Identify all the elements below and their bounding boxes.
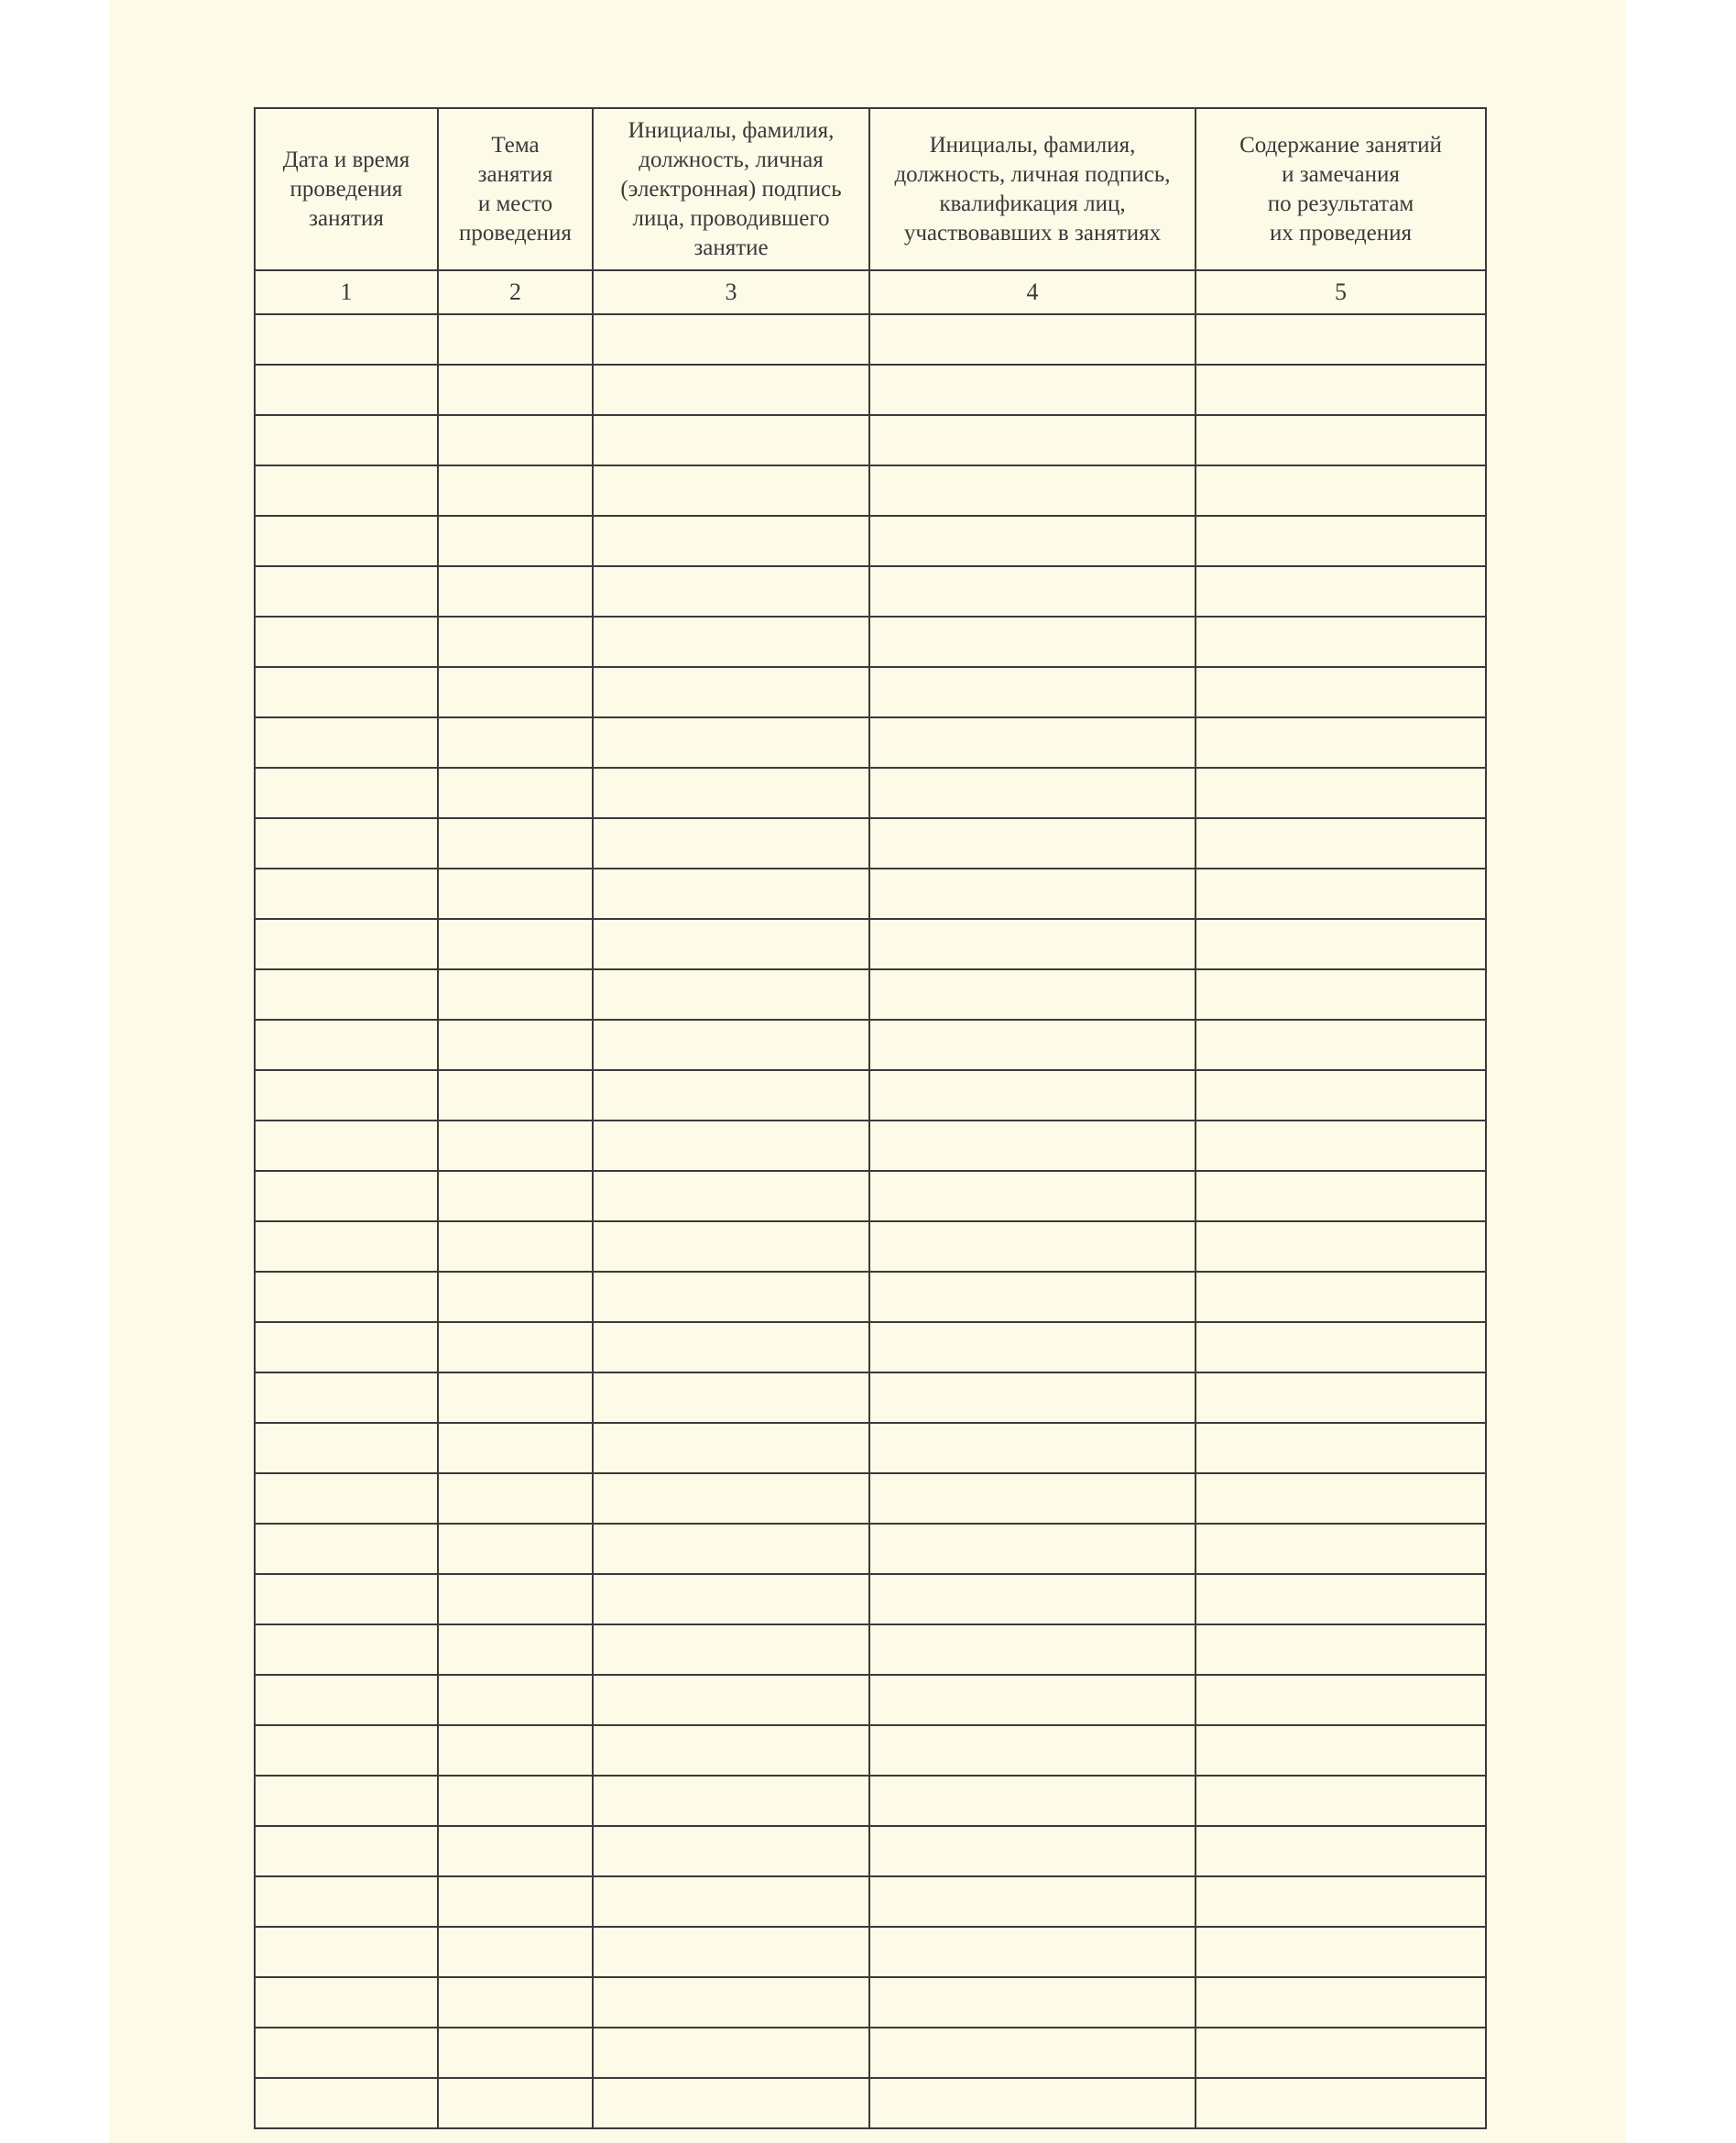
table-cell: [255, 869, 438, 919]
table-row: [255, 1927, 1486, 1977]
table-cell: [1196, 617, 1486, 667]
table-cell: [869, 818, 1196, 869]
table-row: [255, 1070, 1486, 1121]
table-cell: [869, 1624, 1196, 1675]
table-cell: [438, 717, 593, 768]
table-cell: [1196, 768, 1486, 818]
table-row: [255, 667, 1486, 717]
table-row: [255, 1372, 1486, 1423]
table-cell: [1196, 1876, 1486, 1927]
table-cell: [1196, 818, 1486, 869]
table-cell: [593, 1725, 869, 1776]
table-cell: [255, 1221, 438, 1272]
table-cell: [869, 566, 1196, 617]
column-number-row: [255, 270, 1486, 314]
table-cell: [869, 365, 1196, 415]
table-cell: [255, 1473, 438, 1524]
column-number: 4: [869, 270, 1196, 314]
table-cell: [255, 1272, 438, 1322]
table-row: [255, 1121, 1486, 1171]
table-cell: [593, 1020, 869, 1070]
table-cell: [438, 2078, 593, 2128]
table-cell: [255, 1322, 438, 1372]
table-cell: [1196, 1423, 1486, 1473]
table-cell: [255, 969, 438, 1020]
table-cell: [1196, 314, 1486, 365]
table-cell: [255, 1977, 438, 2028]
table-cell: [869, 2028, 1196, 2078]
table-cell: [438, 1473, 593, 1524]
table-cell: [1196, 1776, 1486, 1826]
table-cell: [255, 1372, 438, 1423]
table-row: [255, 768, 1486, 818]
table-cell: [593, 818, 869, 869]
table-cell: [869, 1675, 1196, 1725]
table-cell: [593, 768, 869, 818]
table-cell: [438, 1524, 593, 1574]
table-cell: [438, 566, 593, 617]
table-cell: [438, 768, 593, 818]
table-cell: [869, 768, 1196, 818]
table-cell: [869, 1725, 1196, 1776]
column-number: 2: [438, 270, 593, 314]
table-cell: [869, 667, 1196, 717]
table-cell: [593, 1070, 869, 1121]
table-cell: [255, 1624, 438, 1675]
table-row: [255, 919, 1486, 969]
table-row: [255, 1322, 1486, 1372]
table-cell: [869, 1473, 1196, 1524]
table-cell: [1196, 667, 1486, 717]
table-cell: [255, 1725, 438, 1776]
table-row: [255, 1725, 1486, 1776]
table-row: [255, 314, 1486, 365]
table-cell: [255, 465, 438, 516]
table-row: [255, 969, 1486, 1020]
table-cell: [593, 465, 869, 516]
table-row: [255, 1675, 1486, 1725]
table-cell: [255, 1121, 438, 1171]
table-cell: [1196, 1624, 1486, 1675]
table-cell: [869, 1977, 1196, 2028]
table-cell: [255, 667, 438, 717]
table-cell: [593, 617, 869, 667]
table-cell: [438, 1826, 593, 1876]
table-row: [255, 617, 1486, 667]
table-cell: [1196, 2028, 1486, 2078]
table-cell: [1196, 1675, 1486, 1725]
table-body: [255, 314, 1486, 2128]
table-cell: [1196, 717, 1486, 768]
table-cell: [438, 1020, 593, 1070]
table-row: [255, 1876, 1486, 1927]
table-cell: [869, 1826, 1196, 1876]
table-cell: [1196, 566, 1486, 617]
table-cell: [1196, 1927, 1486, 1977]
table-cell: [593, 969, 869, 1020]
table-row: [255, 2078, 1486, 2128]
table-cell: [1196, 2078, 1486, 2128]
table-cell: [438, 1070, 593, 1121]
table-cell: [438, 869, 593, 919]
table-cell: [255, 1171, 438, 1221]
table-cell: [438, 415, 593, 465]
table-cell: [438, 516, 593, 566]
table-cell: [438, 1221, 593, 1272]
table-cell: [869, 465, 1196, 516]
table-cell: [869, 919, 1196, 969]
table-cell: [1196, 1372, 1486, 1423]
table-cell: [438, 1876, 593, 1927]
table-cell: [869, 1524, 1196, 1574]
table-cell: [1196, 1826, 1486, 1876]
header-instructor: Инициалы, фамилия, должность, личная (электронная) подпись лица, проводившего занятие: [593, 108, 869, 270]
table-row: [255, 1171, 1486, 1221]
table-cell: [1196, 365, 1486, 415]
table-row: [255, 717, 1486, 768]
table-cell: [438, 1574, 593, 1624]
table-row: [255, 1473, 1486, 1524]
table-cell: [255, 1423, 438, 1473]
header-topic-place: Тема занятия и место проведения: [438, 108, 593, 270]
table-cell: [438, 1121, 593, 1171]
table-cell: [1196, 1473, 1486, 1524]
table-cell: [593, 1171, 869, 1221]
table-row: [255, 1776, 1486, 1826]
table-row: [255, 365, 1486, 415]
table-cell: [1196, 415, 1486, 465]
table-cell: [255, 768, 438, 818]
table-cell: [438, 365, 593, 415]
table-cell: [1196, 1574, 1486, 1624]
table-cell: [869, 516, 1196, 566]
table-cell: [869, 2078, 1196, 2128]
table-cell: [1196, 1171, 1486, 1221]
table-cell: [593, 516, 869, 566]
table-cell: [255, 2028, 438, 2078]
table-cell: [593, 1927, 869, 1977]
table-cell: [1196, 516, 1486, 566]
table-cell: [593, 566, 869, 617]
header-content-remarks: Содержание занятий и замечания по результатам их проведения: [1196, 108, 1486, 270]
table-cell: [438, 969, 593, 1020]
table-row: [255, 1272, 1486, 1322]
table-cell: [438, 1272, 593, 1322]
table-cell: [1196, 1524, 1486, 1574]
table-cell: [869, 1221, 1196, 1272]
table-row: [255, 465, 1486, 516]
table-cell: [869, 1070, 1196, 1121]
table-cell: [255, 1574, 438, 1624]
table-row: [255, 1624, 1486, 1675]
table-cell: [255, 717, 438, 768]
table-cell: [255, 1776, 438, 1826]
table-cell: [869, 869, 1196, 919]
table-cell: [255, 566, 438, 617]
table-cell: [593, 415, 869, 465]
table-cell: [593, 1272, 869, 1322]
table-cell: [593, 1675, 869, 1725]
table-cell: [255, 1826, 438, 1876]
table-row: [255, 1524, 1486, 1574]
table-cell: [438, 1927, 593, 1977]
table-cell: [593, 314, 869, 365]
table-cell: [438, 1372, 593, 1423]
table-cell: [438, 1322, 593, 1372]
table-cell: [593, 717, 869, 768]
table-cell: [593, 667, 869, 717]
table-cell: [1196, 869, 1486, 919]
column-number: 3: [593, 270, 869, 314]
table-cell: [593, 1372, 869, 1423]
table-cell: [255, 365, 438, 415]
table-cell: [438, 1624, 593, 1675]
table-row: [255, 1826, 1486, 1876]
table-cell: [1196, 1725, 1486, 1776]
table-cell: [869, 969, 1196, 1020]
table-cell: [255, 1524, 438, 1574]
table-cell: [255, 1876, 438, 1927]
table-cell: [438, 1171, 593, 1221]
table-cell: [438, 818, 593, 869]
table-cell: [869, 617, 1196, 667]
table-cell: [438, 1977, 593, 2028]
table-cell: [869, 1423, 1196, 1473]
table-cell: [869, 1776, 1196, 1826]
table-cell: [593, 1826, 869, 1876]
table-cell: [1196, 969, 1486, 1020]
table-cell: [1196, 919, 1486, 969]
table-cell: [255, 1927, 438, 1977]
table-cell: [255, 516, 438, 566]
table-cell: [255, 1070, 438, 1121]
table-row: [255, 869, 1486, 919]
table-cell: [593, 365, 869, 415]
table-cell: [593, 1473, 869, 1524]
table-cell: [1196, 1322, 1486, 1372]
table-cell: [1196, 1977, 1486, 2028]
table-cell: [255, 415, 438, 465]
table-row: [255, 1020, 1486, 1070]
table-row: [255, 415, 1486, 465]
column-number: 1: [255, 270, 438, 314]
table-cell: [438, 1675, 593, 1725]
table-row: [255, 2028, 1486, 2078]
table-cell: [255, 617, 438, 667]
table-cell: [593, 1524, 869, 1574]
table-cell: [869, 717, 1196, 768]
table-cell: [869, 1927, 1196, 1977]
table-cell: [593, 1776, 869, 1826]
table-row: [255, 818, 1486, 869]
table-cell: [869, 1372, 1196, 1423]
table-cell: [869, 1171, 1196, 1221]
table-cell: [438, 2028, 593, 2078]
table-cell: [593, 1221, 869, 1272]
table-cell: [593, 2078, 869, 2128]
table-cell: [438, 617, 593, 667]
table-cell: [255, 314, 438, 365]
table-cell: [869, 415, 1196, 465]
table-cell: [869, 1322, 1196, 1372]
table-cell: [593, 2028, 869, 2078]
table-cell: [1196, 1121, 1486, 1171]
table-cell: [438, 667, 593, 717]
table-row: [255, 1423, 1486, 1473]
header-date-time: Дата и время проведения занятия: [255, 108, 438, 270]
table-row: [255, 1977, 1486, 2028]
table-cell: [255, 919, 438, 969]
table-cell: [1196, 1272, 1486, 1322]
table-cell: [438, 919, 593, 969]
table-cell: [438, 314, 593, 365]
table-cell: [593, 1121, 869, 1171]
table-cell: [869, 1020, 1196, 1070]
table-cell: [255, 1020, 438, 1070]
table-cell: [593, 869, 869, 919]
table-cell: [593, 1876, 869, 1927]
table-row: [255, 1221, 1486, 1272]
table-cell: [869, 1876, 1196, 1927]
table-cell: [438, 1725, 593, 1776]
table-cell: [593, 1574, 869, 1624]
table-cell: [869, 1272, 1196, 1322]
table-cell: [438, 465, 593, 516]
table-cell: [1196, 1070, 1486, 1121]
table-cell: [593, 1322, 869, 1372]
document-page: [109, 0, 1626, 2143]
column-number: 5: [1196, 270, 1486, 314]
table-cell: [593, 1977, 869, 2028]
table-cell: [438, 1423, 593, 1473]
table-cell: [438, 1776, 593, 1826]
table-cell: [869, 314, 1196, 365]
header-participants: Инициалы, фамилия, должность, личная подпись, квалификация лиц, участвовавших в занятиях: [869, 108, 1196, 270]
table-cell: [593, 1423, 869, 1473]
table-cell: [255, 1675, 438, 1725]
training-log-table: [254, 107, 1487, 2129]
table-row: [255, 516, 1486, 566]
table-cell: [255, 818, 438, 869]
table-cell: [593, 919, 869, 969]
table-cell: [869, 1574, 1196, 1624]
table-row: [255, 1574, 1486, 1624]
table-cell: [593, 1624, 869, 1675]
table-cell: [1196, 465, 1486, 516]
table-cell: [869, 1121, 1196, 1171]
table-cell: [255, 2078, 438, 2128]
header-row: [255, 108, 1486, 270]
table-row: [255, 566, 1486, 617]
table-cell: [1196, 1221, 1486, 1272]
table-cell: [1196, 1020, 1486, 1070]
